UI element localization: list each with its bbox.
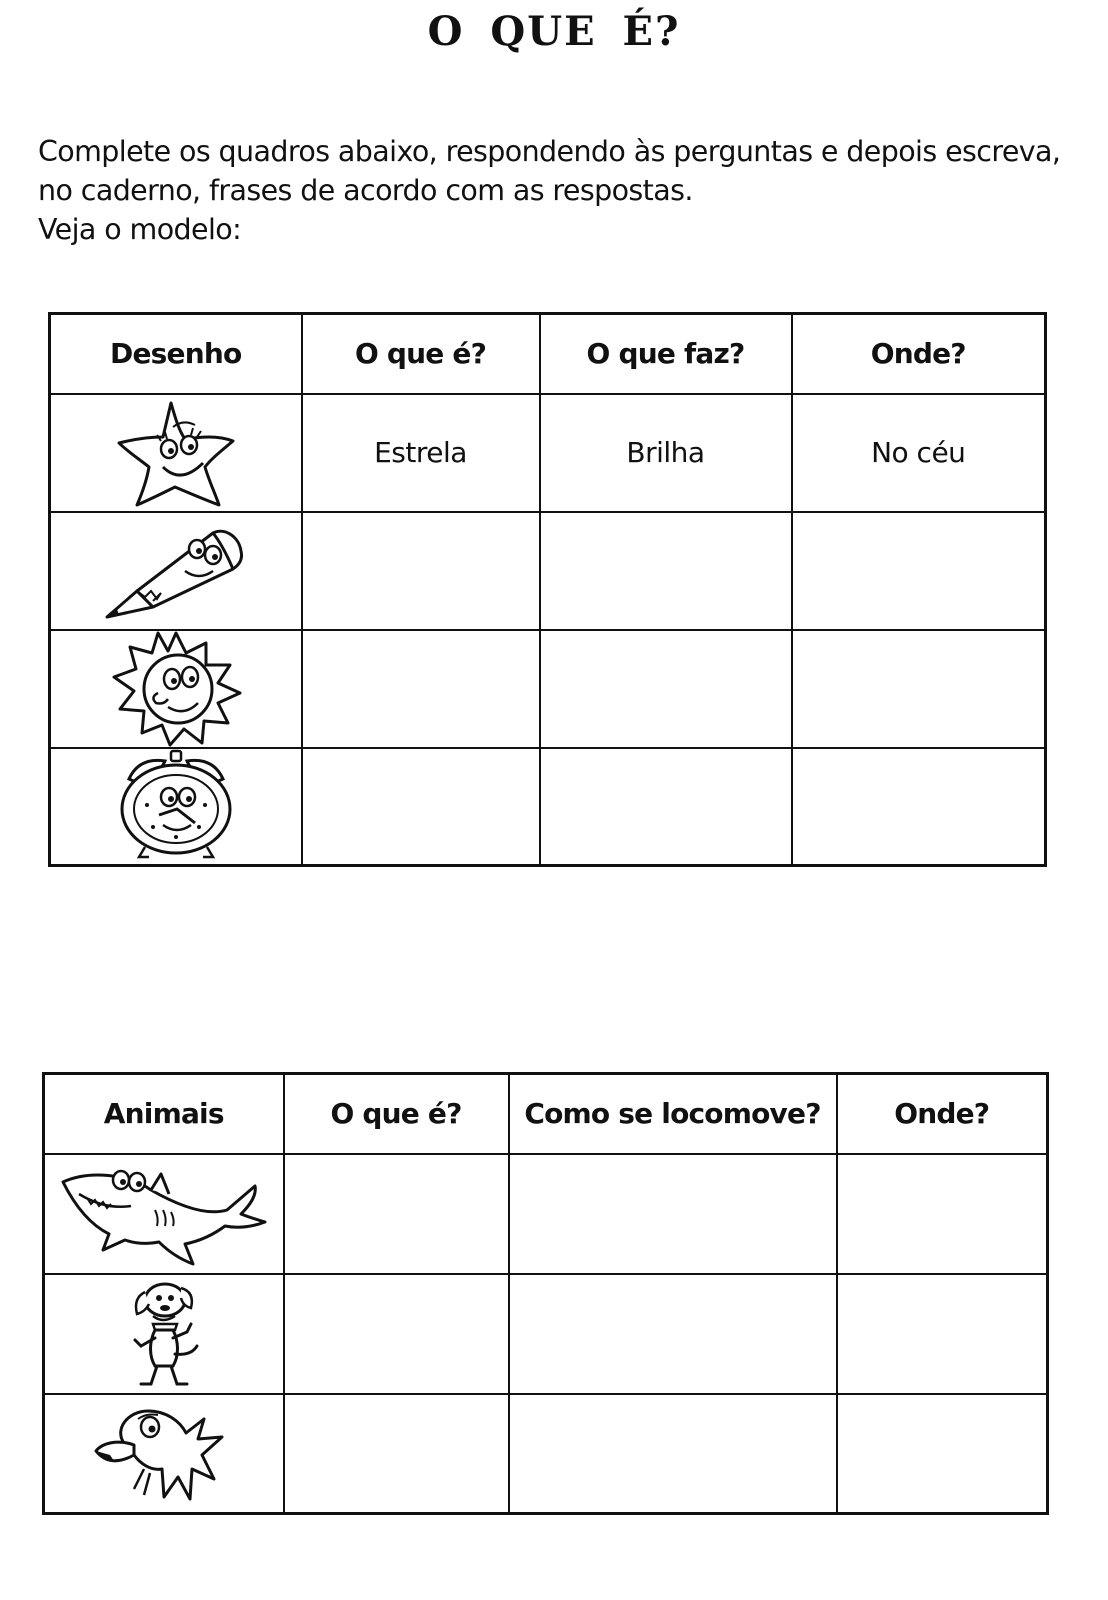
answer-cell[interactable]: Estrela	[302, 394, 540, 512]
answer-cell[interactable]	[509, 1274, 837, 1394]
answer-cell[interactable]	[837, 1274, 1048, 1394]
answer-cell[interactable]	[302, 748, 540, 866]
pencil-drawing-icon	[101, 519, 251, 623]
answer-cell[interactable]	[509, 1154, 837, 1274]
table-row	[44, 1394, 1048, 1514]
answer-cell[interactable]	[792, 630, 1046, 748]
alarm-clock-drawing-icon	[111, 749, 241, 863]
answer-cell[interactable]	[302, 512, 540, 630]
answer-cell[interactable]: No céu	[792, 394, 1046, 512]
drawing-table	[48, 312, 1047, 867]
answer-cell[interactable]	[509, 1394, 837, 1514]
drawing-cell	[50, 394, 302, 512]
header-animais: Animais	[44, 1074, 284, 1154]
drawing-cell	[50, 630, 302, 748]
instructions	[38, 132, 1088, 249]
sun-drawing-icon	[106, 631, 246, 747]
table-row	[50, 394, 1046, 512]
header-o-que-e: O que é?	[284, 1074, 509, 1154]
drawing-cell	[50, 512, 302, 630]
answer-cell[interactable]	[540, 630, 792, 748]
table-row	[50, 630, 1046, 748]
answer-cell[interactable]: Brilha	[540, 394, 792, 512]
page-title: O QUE É?	[427, 8, 681, 55]
drawing-cell	[44, 1394, 284, 1514]
table-row	[44, 1274, 1048, 1394]
instruction-line: no caderno, frases de acordo com as respostas.	[38, 174, 693, 207]
header-onde: Onde?	[837, 1074, 1048, 1154]
drawing-cell	[50, 748, 302, 866]
drawing-cell	[44, 1274, 284, 1394]
instruction-line: Complete os quadros abaixo, respondendo às perguntas e depois escreva,	[38, 135, 1061, 168]
answer-cell[interactable]	[284, 1274, 509, 1394]
answer-cell[interactable]	[284, 1394, 509, 1514]
header-como-se-locomove: Como se locomove?	[509, 1074, 837, 1154]
answer-cell[interactable]	[302, 630, 540, 748]
answer-cell[interactable]	[792, 512, 1046, 630]
answer-cell[interactable]	[540, 748, 792, 866]
drawing-cell	[44, 1154, 284, 1274]
answer-cell[interactable]	[284, 1154, 509, 1274]
answer-cell[interactable]	[837, 1154, 1048, 1274]
header-onde: Onde?	[792, 314, 1046, 394]
table-row	[50, 748, 1046, 866]
table-header-row	[50, 314, 1046, 394]
header-o-que-faz: O que faz?	[540, 314, 792, 394]
toucan-drawing-icon	[94, 1399, 234, 1507]
header-o-que-e: O que é?	[302, 314, 540, 394]
answer-cell[interactable]	[540, 512, 792, 630]
star-drawing-icon	[111, 397, 241, 509]
answer-cell[interactable]	[792, 748, 1046, 866]
header-desenho: Desenho	[50, 314, 302, 394]
table-row	[50, 512, 1046, 630]
shark-drawing-icon	[59, 1160, 269, 1268]
table-header-row	[44, 1074, 1048, 1154]
dog-drawing-icon	[119, 1278, 209, 1390]
answer-cell[interactable]	[837, 1394, 1048, 1514]
instruction-line: Veja o modelo:	[38, 213, 242, 246]
table-row	[44, 1154, 1048, 1274]
animals-table	[42, 1072, 1049, 1515]
